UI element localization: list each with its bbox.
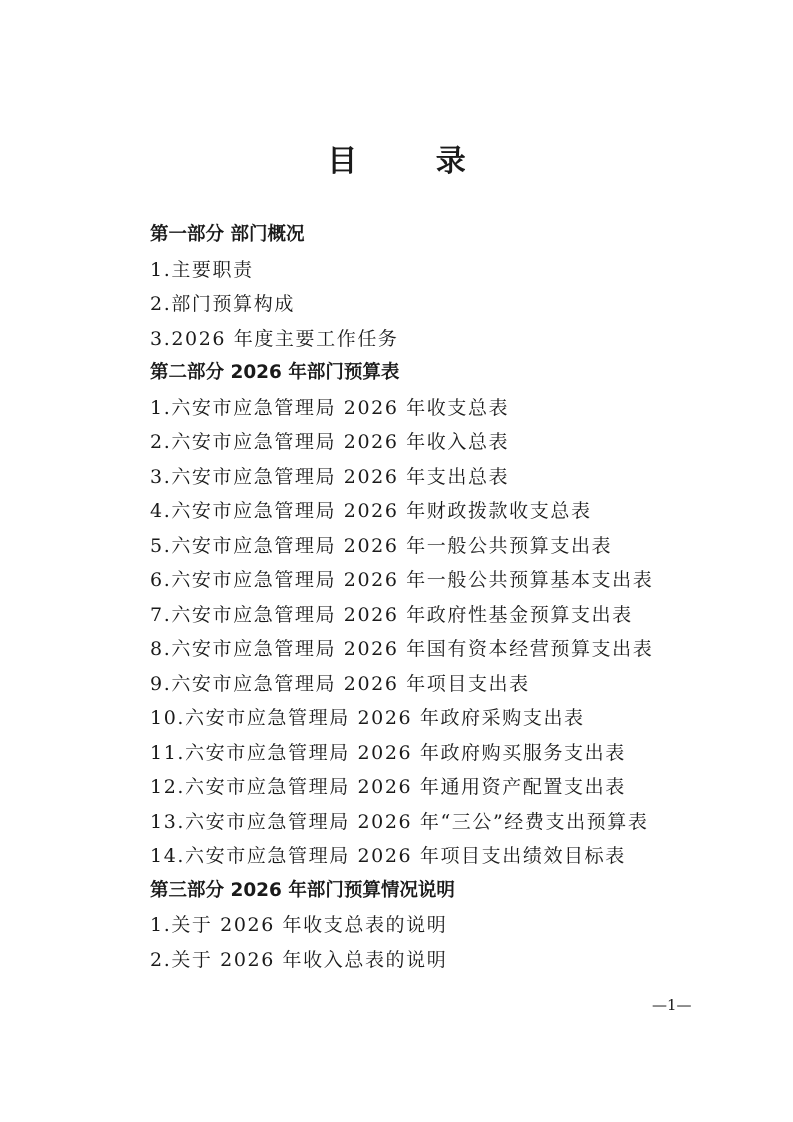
table-of-contents bbox=[150, 218, 710, 977]
toc-item: 3.六安市应急管理局 2026 年支出总表 bbox=[150, 465, 510, 488]
toc-item: 13.六安市应急管理局 2026 年“三公”经费支出预算表 bbox=[150, 810, 649, 833]
toc-item: 4.六安市应急管理局 2026 年财政拨款收支总表 bbox=[150, 500, 592, 522]
toc-item: 7.六安市应急管理局 2026 年政府性基金预算支出表 bbox=[150, 603, 633, 626]
page-title: 目 录 bbox=[327, 144, 500, 179]
toc-item: 12.六安市应急管理局 2026 年通用资产配置支出表 bbox=[150, 776, 626, 798]
toc-item: 1.关于 2026 年收支总表的说明 bbox=[150, 914, 448, 936]
toc-item: 1.六安市应急管理局 2026 年收支总表 bbox=[150, 396, 510, 419]
page-number: —1— bbox=[652, 996, 692, 1014]
toc-section-heading: 第三部分 2026 年部门预算情况说明 bbox=[150, 879, 455, 901]
toc-item: 6.六安市应急管理局 2026 年一般公共预算基本支出表 bbox=[150, 569, 654, 591]
toc-item: 1.主要职责 bbox=[150, 258, 254, 281]
toc-item: 14.六安市应急管理局 2026 年项目支出绩效目标表 bbox=[150, 845, 626, 867]
toc-item: 2.部门预算构成 bbox=[150, 293, 295, 315]
toc-item: 10.六安市应急管理局 2026 年政府采购支出表 bbox=[150, 707, 585, 729]
toc-item: 9.六安市应急管理局 2026 年项目支出表 bbox=[150, 672, 530, 695]
toc-item: 2.六安市应急管理局 2026 年收入总表 bbox=[150, 431, 510, 453]
toc-item: 5.六安市应急管理局 2026 年一般公共预算支出表 bbox=[150, 534, 613, 557]
toc-item: 8.六安市应急管理局 2026 年国有资本经营预算支出表 bbox=[150, 638, 654, 660]
toc-item: 2.关于 2026 年收入总表的说明 bbox=[150, 948, 448, 971]
toc-section-heading: 第一部分 部门概况 bbox=[150, 224, 305, 245]
toc-section-heading: 第二部分 2026 年部门预算表 bbox=[150, 362, 400, 383]
toc-item: 11.六安市应急管理局 2026 年政府购买服务支出表 bbox=[150, 741, 626, 764]
toc-item: 3.2026 年度主要工作任务 bbox=[150, 327, 399, 350]
